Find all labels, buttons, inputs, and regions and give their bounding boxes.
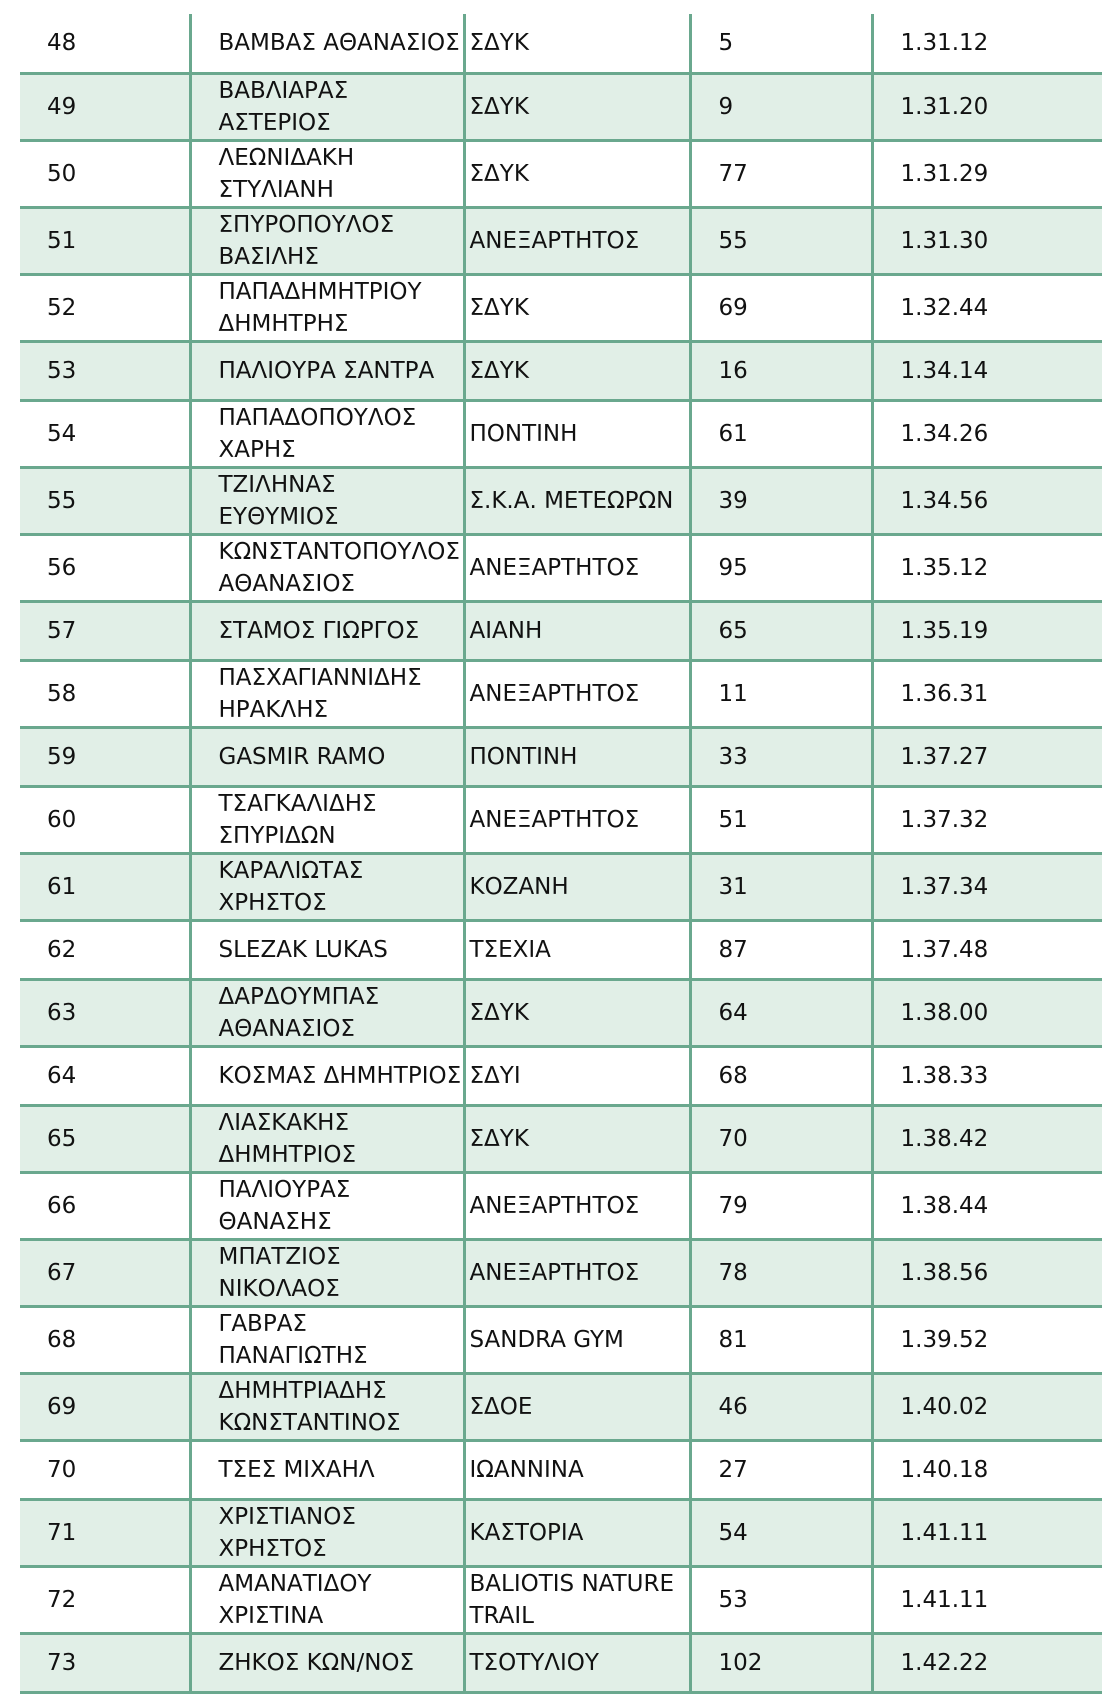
position-cell: 66 [20,1172,190,1239]
bib-number-cell: 102 [690,1633,872,1692]
bib-number-cell: 69 [690,274,872,341]
finish-time-cell: 1.42.22 [872,1633,1102,1692]
club-cell: ΣΔΥΚ [464,14,690,73]
position-cell: 67 [20,1239,190,1306]
athlete-name-cell: ΓΑΒΡΑΣ ΠΑΝΑΓΙΩΤΗΣ [190,1306,464,1373]
table-row [20,1373,1102,1440]
position-cell: 52 [20,274,190,341]
club-cell: ΣΔΟΕ [464,1373,690,1440]
position-cell: 54 [20,400,190,467]
finish-time-cell: 1.37.48 [872,920,1102,979]
position-cell: 57 [20,601,190,660]
position-cell: 71 [20,1499,190,1566]
bib-number-cell: 79 [690,1172,872,1239]
finish-time-cell: 1.37.32 [872,786,1102,853]
finish-time-cell: 1.38.33 [872,1046,1102,1105]
club-cell: ΣΔΥΚ [464,979,690,1046]
athlete-name-cell: ΔΑΡΔΟΥΜΠΑΣ ΑΘΑΝΑΣΙΟΣ [190,979,464,1046]
bib-number-cell: 77 [690,140,872,207]
table-row [20,1306,1102,1373]
table-row [20,14,1102,73]
table-row [20,534,1102,601]
position-cell: 72 [20,1566,190,1633]
bib-number-cell: 5 [690,14,872,73]
athlete-name-cell: ΜΠΑΤΖΙΟΣ ΝΙΚΟΛΑΟΣ [190,1239,464,1306]
club-cell: ΙΩΑΝΝΙΝΑ [464,1440,690,1499]
finish-time-cell: 1.40.02 [872,1373,1102,1440]
club-cell: ΠΟΝΤΙΝΗ [464,727,690,786]
position-cell: 62 [20,920,190,979]
bib-number-cell: 53 [690,1566,872,1633]
position-cell: 64 [20,1046,190,1105]
finish-time-cell: 1.38.00 [872,979,1102,1046]
position-cell: 68 [20,1306,190,1373]
finish-time-cell: 1.36.31 [872,660,1102,727]
club-cell: ΑΙΑΝΗ [464,601,690,660]
table-row [20,727,1102,786]
athlete-name-cell: ΣΤΑΜΟΣ ΓΙΩΡΓΟΣ [190,601,464,660]
athlete-name-cell: ΒΑΒΛΙΑΡΑΣ ΑΣΤΕΡΙΟΣ [190,73,464,140]
club-cell: ΑΝΕΞΑΡΤΗΤΟΣ [464,207,690,274]
bib-number-cell: 95 [690,534,872,601]
club-cell: Σ.Κ.Α. ΜΕΤΕΩΡΩΝ [464,467,690,534]
table-row [20,73,1102,140]
club-cell: ΑΝΕΞΑΡΤΗΤΟΣ [464,534,690,601]
position-cell: 69 [20,1373,190,1440]
position-cell: 65 [20,1105,190,1172]
position-cell: 56 [20,534,190,601]
position-cell: 61 [20,853,190,920]
results-table [20,14,1102,1694]
athlete-name-cell: ΔΗΜΗΤΡΙΑΔΗΣ ΚΩΝΣΤΑΝΤΙΝΟΣ [190,1373,464,1440]
table-row [20,1566,1102,1633]
bib-number-cell: 70 [690,1105,872,1172]
position-cell: 73 [20,1633,190,1692]
club-cell: ΤΣΕΧΙΑ [464,920,690,979]
table-row [20,1499,1102,1566]
bib-number-cell: 31 [690,853,872,920]
finish-time-cell: 1.35.19 [872,601,1102,660]
club-cell: ΣΔΥΚ [464,1105,690,1172]
finish-time-cell: 1.38.42 [872,1105,1102,1172]
table-row [20,140,1102,207]
position-cell: 50 [20,140,190,207]
table-row [20,400,1102,467]
position-cell: 58 [20,660,190,727]
finish-time-cell: 1.40.18 [872,1440,1102,1499]
finish-time-cell: 1.41.11 [872,1499,1102,1566]
athlete-name-cell: ΖΗΚΟΣ ΚΩΝ/ΝΟΣ [190,1633,464,1692]
athlete-name-cell: ΤΣΑΓΚΑΛΙΔΗΣ ΣΠΥΡΙΔΩΝ [190,786,464,853]
table-row [20,1172,1102,1239]
club-cell: ΑΝΕΞΑΡΤΗΤΟΣ [464,786,690,853]
table-row [20,341,1102,400]
position-cell: 59 [20,727,190,786]
position-cell: 60 [20,786,190,853]
club-cell: BALIOTIS NATURE TRAIL [464,1566,690,1633]
bib-number-cell: 9 [690,73,872,140]
bib-number-cell: 54 [690,1499,872,1566]
bib-number-cell: 65 [690,601,872,660]
finish-time-cell: 1.32.44 [872,274,1102,341]
athlete-name-cell: ΤΖΙΛΗΝΑΣ ΕΥΘΥΜΙΟΣ [190,467,464,534]
athlete-name-cell: ΧΡΙΣΤΙΑΝΟΣ ΧΡΗΣΤΟΣ [190,1499,464,1566]
bib-number-cell: 11 [690,660,872,727]
results-table-body [20,14,1102,1692]
club-cell: ΤΣΟΤΥΛΙΟΥ [464,1633,690,1692]
finish-time-cell: 1.38.44 [872,1172,1102,1239]
table-row [20,920,1102,979]
table-row [20,207,1102,274]
bib-number-cell: 81 [690,1306,872,1373]
table-row [20,1633,1102,1692]
table-row [20,467,1102,534]
athlete-name-cell: SLEZAK LUKAS [190,920,464,979]
bib-number-cell: 78 [690,1239,872,1306]
club-cell: ΣΔΥΚ [464,274,690,341]
table-row [20,1105,1102,1172]
table-row [20,660,1102,727]
athlete-name-cell: ΚΑΡΑΛΙΩΤΑΣ ΧΡΗΣΤΟΣ [190,853,464,920]
club-cell: ΑΝΕΞΑΡΤΗΤΟΣ [464,1172,690,1239]
finish-time-cell: 1.31.30 [872,207,1102,274]
position-cell: 53 [20,341,190,400]
bib-number-cell: 61 [690,400,872,467]
finish-time-cell: 1.37.34 [872,853,1102,920]
position-cell: 51 [20,207,190,274]
table-row [20,853,1102,920]
table-row [20,979,1102,1046]
finish-time-cell: 1.31.29 [872,140,1102,207]
bib-number-cell: 87 [690,920,872,979]
club-cell: SANDRA GYM [464,1306,690,1373]
finish-time-cell: 1.39.52 [872,1306,1102,1373]
club-cell: ΣΔΥΚ [464,341,690,400]
finish-time-cell: 1.31.20 [872,73,1102,140]
finish-time-cell: 1.37.27 [872,727,1102,786]
athlete-name-cell: ΚΩΝΣΤΑΝΤΟΠΟΥΛΟΣ ΑΘΑΝΑΣΙΟΣ [190,534,464,601]
athlete-name-cell: ΣΠΥΡΟΠΟΥΛΟΣ ΒΑΣΙΛΗΣ [190,207,464,274]
athlete-name-cell: ΠΑΛΙΟΥΡΑΣ ΘΑΝΑΣΗΣ [190,1172,464,1239]
position-cell: 48 [20,14,190,73]
table-row [20,274,1102,341]
position-cell: 49 [20,73,190,140]
bib-number-cell: 27 [690,1440,872,1499]
finish-time-cell: 1.34.14 [872,341,1102,400]
finish-time-cell: 1.35.12 [872,534,1102,601]
club-cell: ΠΟΝΤΙΝΗ [464,400,690,467]
finish-time-cell: 1.41.11 [872,1566,1102,1633]
finish-time-cell: 1.34.56 [872,467,1102,534]
table-row [20,1239,1102,1306]
bib-number-cell: 16 [690,341,872,400]
athlete-name-cell: ΤΣΕΣ ΜΙΧΑΗΛ [190,1440,464,1499]
table-row [20,786,1102,853]
bib-number-cell: 51 [690,786,872,853]
athlete-name-cell: ΠΑΛΙΟΥΡΑ ΣΑΝΤΡΑ [190,341,464,400]
table-row [20,1046,1102,1105]
club-cell: ΚΟΖΑΝΗ [464,853,690,920]
athlete-name-cell: ΒΑΜΒΑΣ ΑΘΑΝΑΣΙΟΣ [190,14,464,73]
club-cell: ΚΑΣΤΟΡΙΑ [464,1499,690,1566]
athlete-name-cell: ΛΙΑΣΚΑΚΗΣ ΔΗΜΗΤΡΙΟΣ [190,1105,464,1172]
club-cell: ΑΝΕΞΑΡΤΗΤΟΣ [464,1239,690,1306]
bib-number-cell: 33 [690,727,872,786]
table-row [20,601,1102,660]
athlete-name-cell: ΛΕΩΝΙΔΑΚΗ ΣΤΥΛΙΑΝΗ [190,140,464,207]
athlete-name-cell: ΠΑΠΑΔΗΜΗΤΡΙΟΥ ΔΗΜΗΤΡΗΣ [190,274,464,341]
club-cell: ΣΔΥΚ [464,140,690,207]
finish-time-cell: 1.34.26 [872,400,1102,467]
bib-number-cell: 68 [690,1046,872,1105]
club-cell: ΣΔΥΙ [464,1046,690,1105]
finish-time-cell: 1.31.12 [872,14,1102,73]
table-row [20,1440,1102,1499]
athlete-name-cell: ΠΑΣΧΑΓΙΑΝΝΙΔΗΣ ΗΡΑΚΛΗΣ [190,660,464,727]
club-cell: ΑΝΕΞΑΡΤΗΤΟΣ [464,660,690,727]
position-cell: 63 [20,979,190,1046]
bib-number-cell: 55 [690,207,872,274]
bib-number-cell: 64 [690,979,872,1046]
athlete-name-cell: ΠΑΠΑΔΟΠΟΥΛΟΣ ΧΑΡΗΣ [190,400,464,467]
club-cell: ΣΔΥΚ [464,73,690,140]
position-cell: 55 [20,467,190,534]
athlete-name-cell: GASMIR RAMO [190,727,464,786]
athlete-name-cell: ΑΜΑΝΑΤΙΔΟΥ ΧΡΙΣΤΙΝΑ [190,1566,464,1633]
athlete-name-cell: ΚΟΣΜΑΣ ΔΗΜΗΤΡΙΟΣ [190,1046,464,1105]
finish-time-cell: 1.38.56 [872,1239,1102,1306]
bib-number-cell: 39 [690,467,872,534]
bib-number-cell: 46 [690,1373,872,1440]
position-cell: 70 [20,1440,190,1499]
